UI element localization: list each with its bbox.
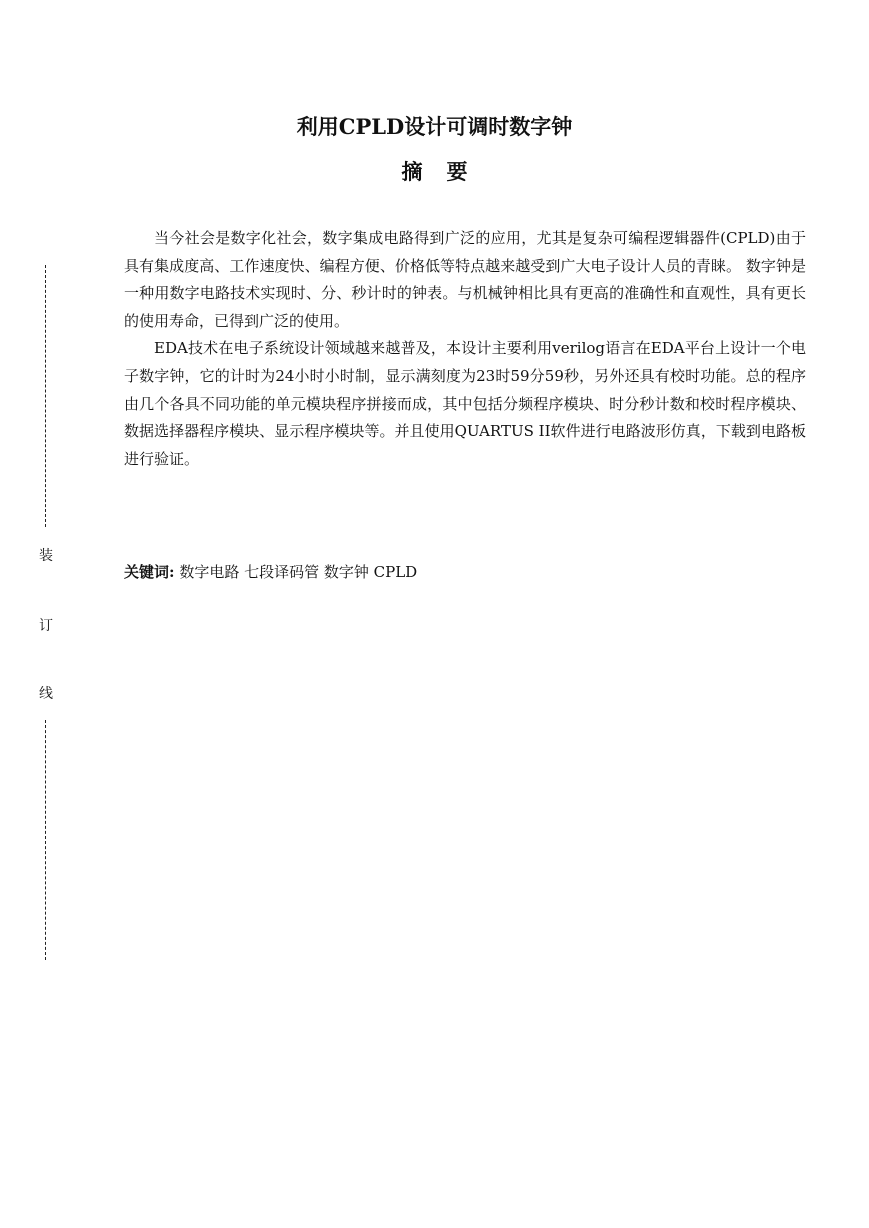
binding-char-ding: 订 [39, 618, 53, 634]
keywords-label: 关键词: [124, 563, 175, 581]
document-title: 利用CPLD设计可调时数字钟 [296, 114, 573, 139]
keywords-line [124, 559, 806, 586]
keywords-value: 数字电路 七段译码管 数字钟 CPLD [174, 563, 418, 581]
abstract-heading: 摘要 [401, 159, 492, 184]
binding-dashed-line-top [45, 265, 46, 527]
abstract-body [124, 225, 806, 473]
abstract-paragraph-1: 当今社会是数字化社会，数字集成电路得到广泛的应用，尤其是复杂可编程逻辑器件(CPLD)由于具有集成度高、工作速度快、编程方便、价格低等特点越来越受到广大电子设计人员的青睐。 数字钟是一种用数字电路技术实现时、分、秒计时的钟表。与机械钟相比具有更高的准确性和直观性，具有更长的使用寿命，已得到广泛的使用。 [124, 229, 806, 330]
abstract-paragraph-2: EDA技术在电子系统设计领域越来越普及，本设计主要利用verilog语言在EDA平台上设计一个电子数字钟，它的计时为24小时小时制，显示满刻度为23时59分59秒，另外还具有校时功能。总的程序由几个各具不同功能的单元模块程序拼接而成，其中包括分频程序模块、时分秒计数和校时程序模块、数据选择器程序模块、显示程序模块等。并且使用QUARTUS II软件进行电路波形仿真，下载到电路板进行验证。 [124, 339, 806, 468]
binding-char-xian: 线 [39, 686, 53, 702]
binding-dashed-line-bottom [45, 720, 46, 960]
binding-char-zhuang: 装 [39, 548, 53, 564]
